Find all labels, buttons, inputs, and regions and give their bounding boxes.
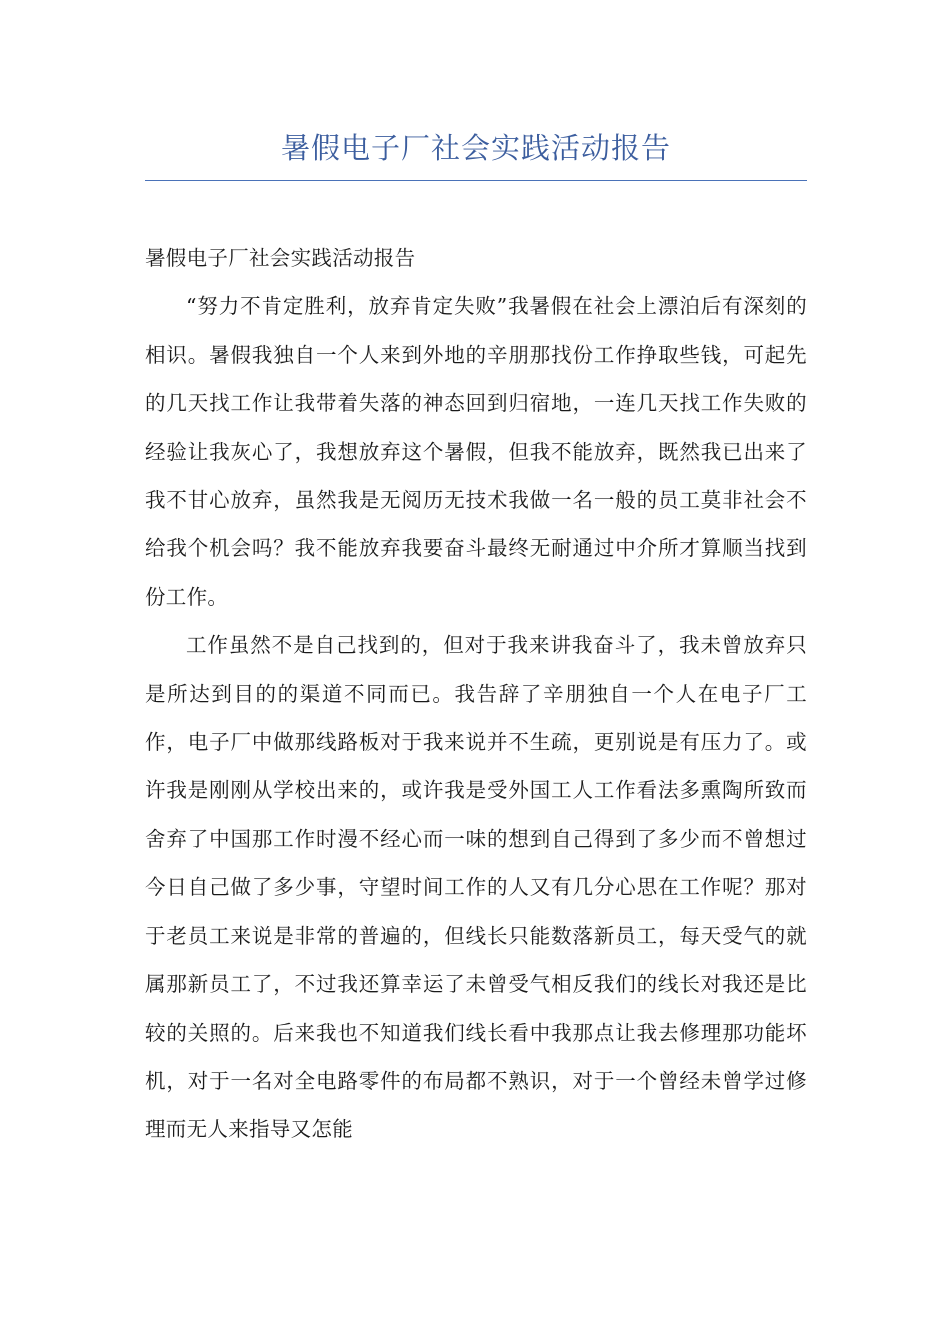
title-underline [145, 180, 807, 181]
paragraph: “努力不肯定胜利，放弃肯定失败”我暑假在社会上漂泊后有深刻的相识。暑假我独自一个人来到外地的辛朋那找份工作挣取些钱，可起先的几天找工作让我带着失落的神态回到归宿地，一连几天找工作失败的经验让我灰心了，我想放弃这个暑假，但我不能放弃，既然我已出来了我不甘心放弃，虽然我是无阅历无技术我做一名一般的员工莫非社会不给我个机会吗？我不能放弃我要奋斗最终无耐通过中介所才算顺当找到份工作。 [145, 294, 807, 609]
document-title: 暑假电子厂社会实践活动报告 [280, 131, 671, 165]
document-body [145, 234, 807, 1154]
paragraph-heading: 暑假电子厂社会实践活动报告 [145, 246, 416, 270]
paragraph: 工作虽然不是自己找到的，但对于我来讲我奋斗了，我未曾放弃只是所达到目的的渠道不同而已。我告辞了辛朋独自一个人在电子厂工作，电子厂中做那线路板对于我来说并不生疏，更别说是有压力了。或许我是刚刚从学校出来的，或许我是受外国工人工作看法多熏陶所致而舍弃了中国那工作时漫不经心而一味的想到自己得到了多少而不曾想过今日自己做了多少事，守望时间工作的人又有几分心思在工作呢？那对于老员工来说是非常的普遍的，但线长只能数落新员工，每天受气的就属那新员工了，不过我还算幸运了未曾受气相反我们的线长对我还是比较的关照的。后来我也不知道我们线长看中我那点让我去修理那功能坏机，对于一名对全电路零件的布局都不熟识，对于一个曾经未曾学过修理而无人来指导又怎能 [145, 633, 807, 1142]
